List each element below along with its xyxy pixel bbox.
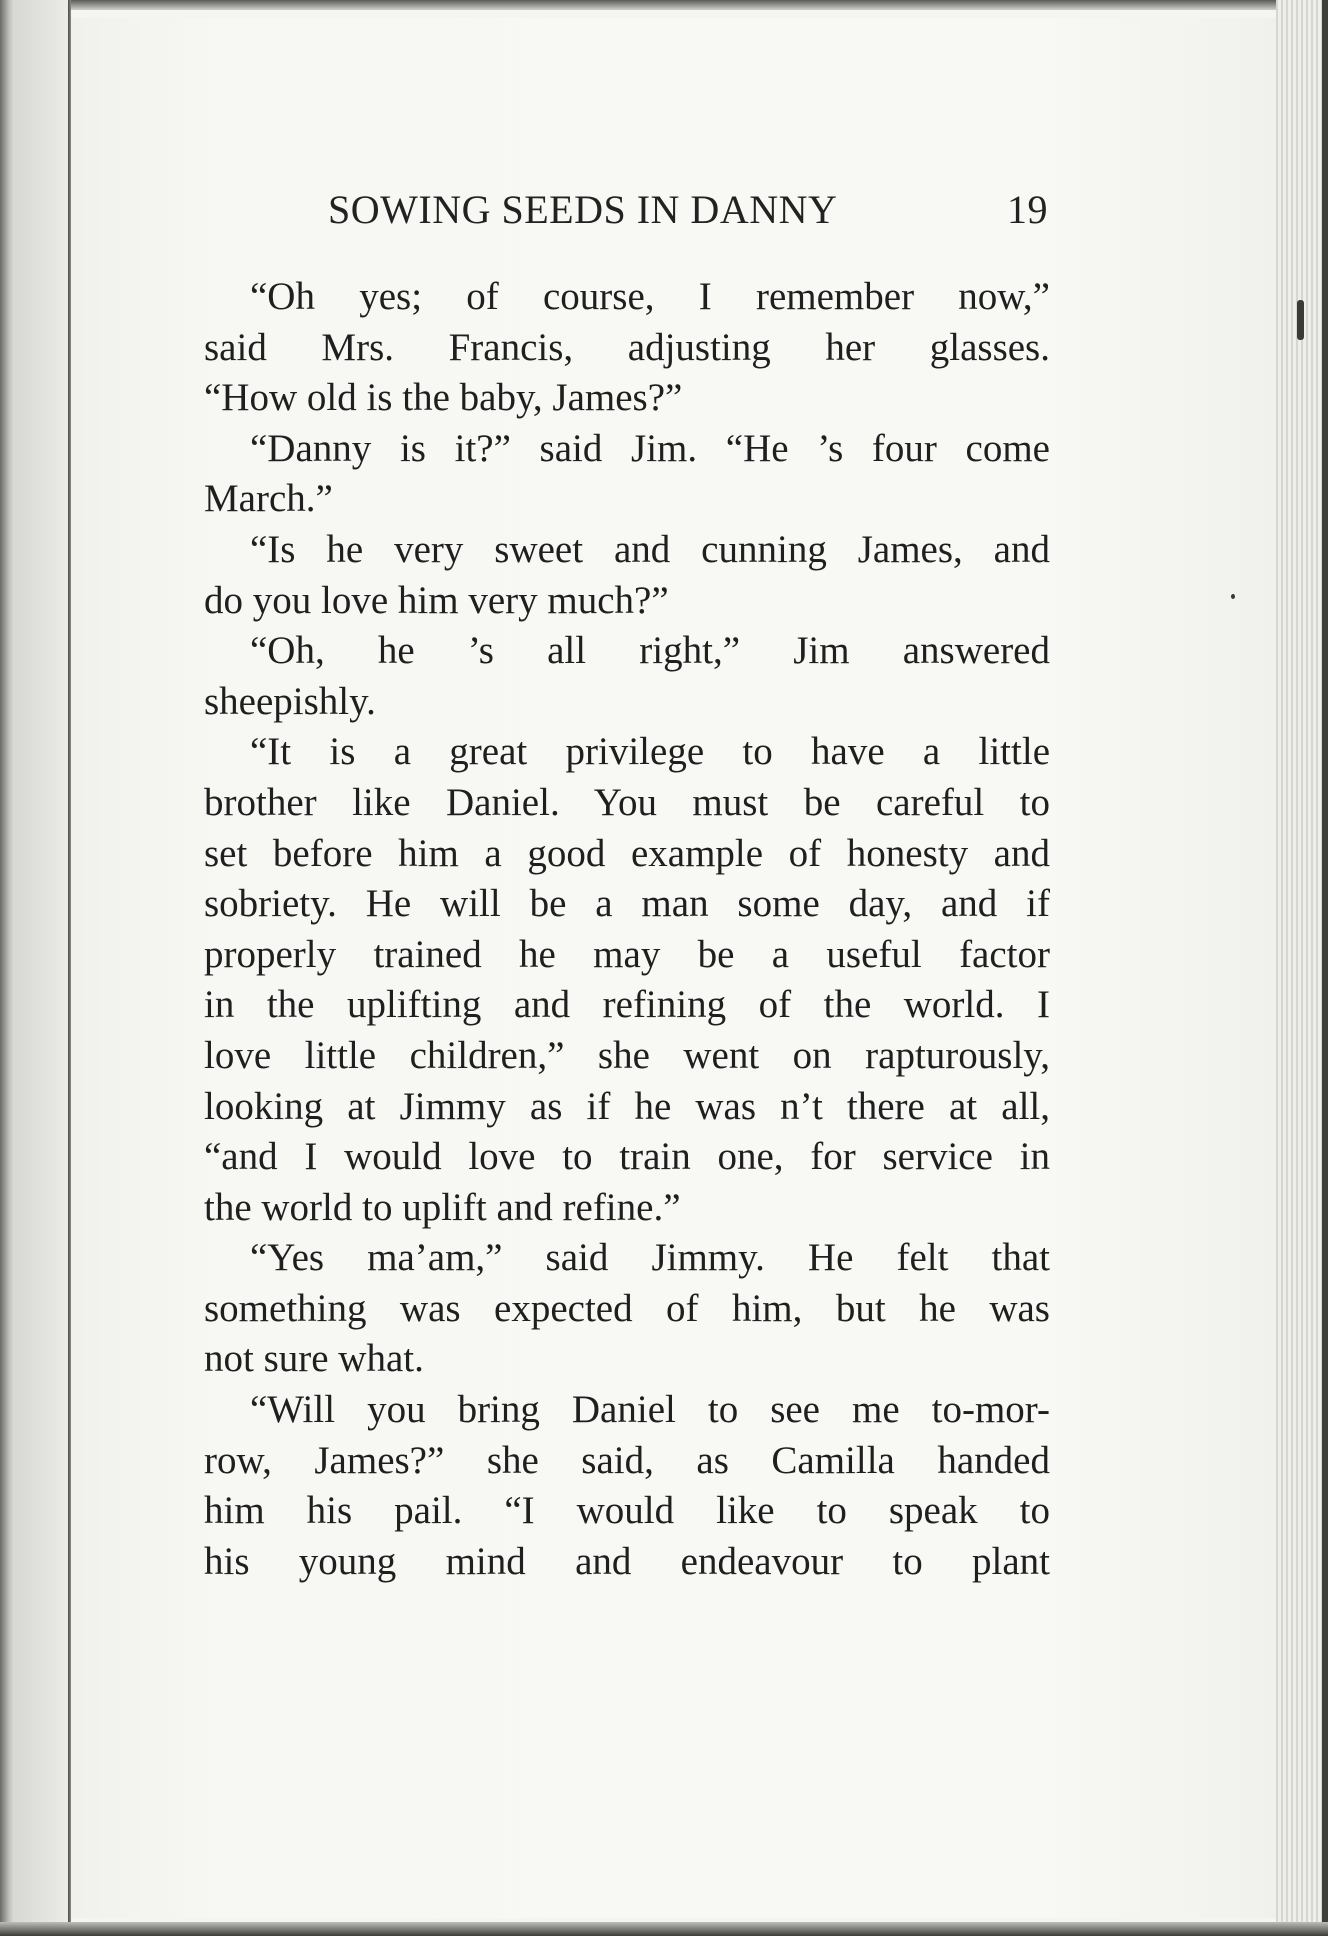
gutter-shadow — [14, 0, 68, 1936]
text-line: brother like Daniel. You must be careful to — [204, 780, 1050, 824]
text-line: “Oh yes; of course, I remember now,” — [250, 275, 1050, 318]
body-text — [204, 272, 1050, 1587]
page-stack-edge — [1276, 0, 1328, 1936]
text-line: him his pail. “I would like to speak to — [204, 1489, 1050, 1533]
text-line: something was expected of him, but he was — [204, 1286, 1050, 1330]
text-line: his young mind and endeavour to plant — [204, 1539, 1050, 1583]
page-number: 19 — [1007, 187, 1048, 232]
text-line: love little children,” she went on rapturously, — [204, 1033, 1050, 1077]
scan-bottom-border — [0, 1922, 1328, 1936]
text-line: row, James?” she said, as Camilla handed — [204, 1438, 1050, 1482]
ink-speck — [1297, 300, 1304, 340]
text-line: sheepishly. — [204, 679, 376, 723]
text-line: March.” — [204, 477, 333, 521]
ink-speck — [1231, 594, 1235, 599]
scan-right-border — [1322, 0, 1328, 1936]
text-line: “and I would love to train one, for service in — [204, 1135, 1050, 1179]
text-line: “Oh, he ’s all right,” Jim answered — [250, 629, 1050, 673]
text-line: “Danny is it?” said Jim. “He ’s four come — [250, 426, 1050, 470]
text-line: do you love him very much?” — [204, 578, 669, 622]
text-line: properly trained he may be a useful factor — [204, 932, 1050, 976]
text-line: set before him a good example of honesty and — [204, 831, 1050, 875]
text-line: “How old is the baby, James?” — [204, 376, 683, 420]
text-line: in the uplifting and refining of the world. I — [204, 983, 1050, 1027]
text-line: sobriety. He will be a man some day, and if — [204, 882, 1050, 926]
scan-top-border — [0, 0, 1328, 10]
running-title: SOWING SEEDS IN DANNY — [328, 187, 838, 232]
scan-left-border — [0, 0, 14, 1936]
text-line: the world to uplift and refine.” — [204, 1185, 681, 1229]
text-line: “Will you bring Daniel to see me to-mor- — [250, 1388, 1050, 1432]
text-line: looking at Jimmy as if he was n’t there at all, — [204, 1084, 1050, 1128]
text-line: said Mrs. Francis, adjusting her glasses. — [204, 325, 1050, 369]
text-line: “Yes ma’am,” said Jimmy. He felt that — [250, 1236, 1050, 1280]
text-line: “It is a great privilege to have a little — [250, 730, 1050, 774]
running-head — [328, 186, 1048, 238]
text-line: not sure what. — [204, 1337, 424, 1381]
text-line: “Is he very sweet and cunning James, and — [250, 527, 1050, 571]
